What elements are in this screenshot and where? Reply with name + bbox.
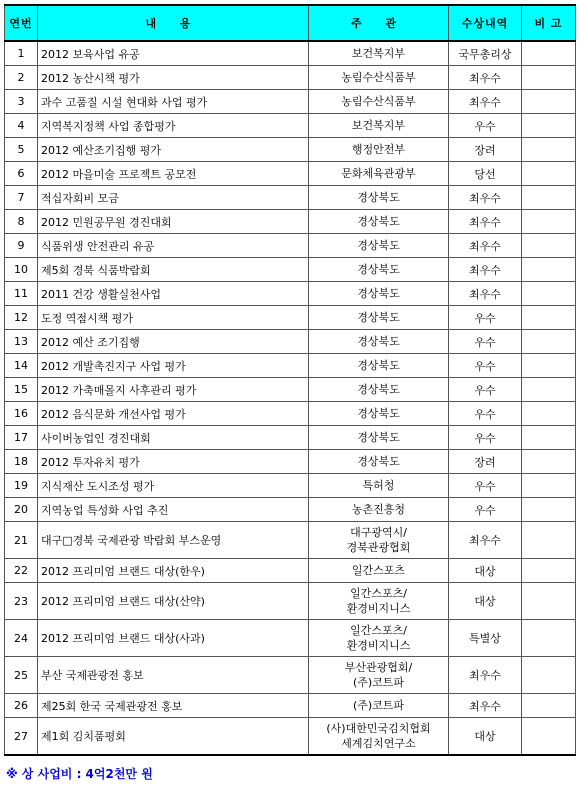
row-number: 4 bbox=[5, 114, 38, 138]
remark-cell bbox=[522, 354, 576, 378]
host-organization bbox=[309, 41, 449, 66]
award-result: 최우수 bbox=[449, 186, 522, 210]
table-row bbox=[5, 354, 576, 378]
award-result: 국무총리상 bbox=[449, 41, 522, 66]
table-row bbox=[5, 282, 576, 306]
remark-cell bbox=[522, 474, 576, 498]
table-row bbox=[5, 330, 576, 354]
host-line: 일간스포츠 bbox=[351, 564, 406, 577]
table-body bbox=[5, 41, 576, 755]
host-line: 경상북도 bbox=[357, 431, 400, 444]
host-line: 보건복지부 bbox=[351, 47, 406, 60]
award-result: 최우수 bbox=[449, 66, 522, 90]
host-line: 경북관광협회 bbox=[346, 541, 411, 554]
row-number: 13 bbox=[5, 330, 38, 354]
award-title: 대구□경북 국제관광 박람회 부스운영 bbox=[38, 522, 309, 559]
row-number: 22 bbox=[5, 559, 38, 583]
award-result: 최우수 bbox=[449, 522, 522, 559]
host-line: 경상북도 bbox=[357, 311, 400, 324]
host-organization bbox=[309, 162, 449, 186]
host-organization bbox=[309, 378, 449, 402]
row-number: 17 bbox=[5, 426, 38, 450]
host-organization bbox=[309, 559, 449, 583]
header-name: 내 용 bbox=[38, 5, 309, 41]
host-line: 일간스포츠/ bbox=[350, 624, 407, 637]
row-number: 8 bbox=[5, 210, 38, 234]
host-line: 경상북도 bbox=[357, 215, 400, 228]
remark-cell bbox=[522, 498, 576, 522]
remark-cell bbox=[522, 306, 576, 330]
host-organization bbox=[309, 186, 449, 210]
remark-cell bbox=[522, 234, 576, 258]
table-row bbox=[5, 559, 576, 583]
host-line: 경상북도 bbox=[357, 287, 400, 300]
host-organization bbox=[309, 90, 449, 114]
host-organization bbox=[309, 718, 449, 756]
award-result: 우수 bbox=[449, 378, 522, 402]
remark-cell bbox=[522, 66, 576, 90]
table-row bbox=[5, 378, 576, 402]
table-row bbox=[5, 90, 576, 114]
remark-cell bbox=[522, 90, 576, 114]
table-row bbox=[5, 657, 576, 694]
award-title: 지역농업 특성화 사업 추진 bbox=[38, 498, 309, 522]
host-line: 특허청 bbox=[362, 479, 395, 492]
host-line: 보건복지부 bbox=[351, 119, 406, 132]
header-no: 연번 bbox=[5, 5, 38, 41]
award-title: 2012 예산조기집행 평가 bbox=[38, 138, 309, 162]
remark-cell bbox=[522, 138, 576, 162]
host-line: 경상북도 bbox=[357, 407, 400, 420]
table-row bbox=[5, 234, 576, 258]
award-result: 우수 bbox=[449, 498, 522, 522]
award-title: 2012 민원공무원 경진대회 bbox=[38, 210, 309, 234]
award-title: 지역복지정책 사업 종합평가 bbox=[38, 114, 309, 138]
header-award: 수상내역 bbox=[449, 5, 522, 41]
row-number: 11 bbox=[5, 282, 38, 306]
host-organization bbox=[309, 282, 449, 306]
row-number: 6 bbox=[5, 162, 38, 186]
table-row bbox=[5, 718, 576, 756]
remark-cell bbox=[522, 718, 576, 756]
row-number: 12 bbox=[5, 306, 38, 330]
table-row bbox=[5, 474, 576, 498]
remark-cell bbox=[522, 426, 576, 450]
budget-note: ※ 상 사업비 : 4억2천만 원 bbox=[6, 767, 153, 781]
host-line: 경상북도 bbox=[357, 239, 400, 252]
host-organization bbox=[309, 498, 449, 522]
host-organization bbox=[309, 694, 449, 718]
award-result: 대상 bbox=[449, 718, 522, 756]
host-line: (주)코트파 bbox=[352, 676, 405, 689]
host-line: (사)대한민국김치협회 bbox=[326, 722, 431, 735]
award-title: 2012 농산시책 평가 bbox=[38, 66, 309, 90]
remark-cell bbox=[522, 450, 576, 474]
award-result: 최우수 bbox=[449, 210, 522, 234]
award-result: 최우수 bbox=[449, 258, 522, 282]
row-number: 21 bbox=[5, 522, 38, 559]
award-title: 제5회 경북 식품박람회 bbox=[38, 258, 309, 282]
award-title: 2012 프리미엄 브랜드 대상(한우) bbox=[38, 559, 309, 583]
row-number: 20 bbox=[5, 498, 38, 522]
award-result: 우수 bbox=[449, 306, 522, 330]
remark-cell bbox=[522, 378, 576, 402]
award-title: 2012 프리미엄 브랜드 대상(산약) bbox=[38, 583, 309, 620]
award-result: 우수 bbox=[449, 402, 522, 426]
remark-cell bbox=[522, 694, 576, 718]
table-row bbox=[5, 162, 576, 186]
host-organization bbox=[309, 426, 449, 450]
award-result: 우수 bbox=[449, 354, 522, 378]
row-number: 18 bbox=[5, 450, 38, 474]
table-row bbox=[5, 694, 576, 718]
header-remark: 비 고 bbox=[522, 5, 576, 41]
table-row bbox=[5, 306, 576, 330]
table-row bbox=[5, 186, 576, 210]
table-row bbox=[5, 522, 576, 559]
row-number: 23 bbox=[5, 583, 38, 620]
row-number: 27 bbox=[5, 718, 38, 756]
award-result: 최우수 bbox=[449, 694, 522, 718]
row-number: 26 bbox=[5, 694, 38, 718]
host-organization bbox=[309, 657, 449, 694]
host-organization bbox=[309, 234, 449, 258]
remark-cell bbox=[522, 258, 576, 282]
row-number: 1 bbox=[5, 41, 38, 66]
table-row bbox=[5, 620, 576, 657]
award-title: 2012 개발촉진지구 사업 평가 bbox=[38, 354, 309, 378]
host-line: 경상북도 bbox=[357, 191, 400, 204]
host-organization bbox=[309, 522, 449, 559]
remark-cell bbox=[522, 114, 576, 138]
host-line: 행정안전부 bbox=[351, 143, 406, 156]
host-organization bbox=[309, 210, 449, 234]
award-title: 도정 역점시책 평가 bbox=[38, 306, 309, 330]
host-organization bbox=[309, 258, 449, 282]
remark-cell bbox=[522, 41, 576, 66]
host-line: 농림수산식품부 bbox=[341, 71, 416, 84]
table-row bbox=[5, 138, 576, 162]
award-result: 장려 bbox=[449, 450, 522, 474]
award-title: 2012 보육사업 유공 bbox=[38, 41, 309, 66]
remark-cell bbox=[522, 162, 576, 186]
award-title: 부산 국제관광전 홍보 bbox=[38, 657, 309, 694]
award-result: 특별상 bbox=[449, 620, 522, 657]
host-line: 문화체육관광부 bbox=[341, 167, 416, 180]
award-result: 우수 bbox=[449, 426, 522, 450]
award-result: 최우수 bbox=[449, 90, 522, 114]
host-organization bbox=[309, 354, 449, 378]
row-number: 14 bbox=[5, 354, 38, 378]
host-line: 일간스포츠/ bbox=[350, 587, 407, 600]
row-number: 19 bbox=[5, 474, 38, 498]
award-result: 최우수 bbox=[449, 234, 522, 258]
award-title: 식품위생 안전관리 유공 bbox=[38, 234, 309, 258]
host-line: 경상북도 bbox=[357, 383, 400, 396]
award-title: 사이버농업인 경진대회 bbox=[38, 426, 309, 450]
table-row bbox=[5, 402, 576, 426]
award-title: 2012 투자유치 평가 bbox=[38, 450, 309, 474]
row-number: 5 bbox=[5, 138, 38, 162]
host-organization bbox=[309, 330, 449, 354]
table-row bbox=[5, 498, 576, 522]
host-line: 경상북도 bbox=[357, 335, 400, 348]
table-header-row bbox=[5, 5, 576, 41]
table-row bbox=[5, 426, 576, 450]
host-line: 세계김치연구소 bbox=[341, 737, 416, 750]
row-number: 15 bbox=[5, 378, 38, 402]
host-line: 부산관광협회/ bbox=[344, 661, 413, 674]
award-title: 제25회 한국 국제관광전 홍보 bbox=[38, 694, 309, 718]
award-result: 우수 bbox=[449, 474, 522, 498]
remark-cell bbox=[522, 330, 576, 354]
remark-cell bbox=[522, 559, 576, 583]
host-line: 경상북도 bbox=[357, 263, 400, 276]
host-organization bbox=[309, 474, 449, 498]
award-title: 2011 건강 생활실천사업 bbox=[38, 282, 309, 306]
header-host: 주 관 bbox=[309, 5, 449, 41]
host-organization bbox=[309, 114, 449, 138]
host-line: 경상북도 bbox=[357, 359, 400, 372]
remark-cell bbox=[522, 620, 576, 657]
table-row bbox=[5, 450, 576, 474]
host-organization bbox=[309, 583, 449, 620]
remark-cell bbox=[522, 657, 576, 694]
remark-cell bbox=[522, 522, 576, 559]
host-organization bbox=[309, 450, 449, 474]
host-organization bbox=[309, 402, 449, 426]
award-title: 제1회 김치품평회 bbox=[38, 718, 309, 756]
award-result: 최우수 bbox=[449, 282, 522, 306]
award-title: 2012 가축매몰지 사후관리 평가 bbox=[38, 378, 309, 402]
award-result: 대상 bbox=[449, 559, 522, 583]
row-number: 25 bbox=[5, 657, 38, 694]
host-organization bbox=[309, 620, 449, 657]
award-title: 2012 예산 조기집행 bbox=[38, 330, 309, 354]
award-result: 우수 bbox=[449, 330, 522, 354]
row-number: 3 bbox=[5, 90, 38, 114]
table-row bbox=[5, 210, 576, 234]
host-organization bbox=[309, 138, 449, 162]
row-number: 24 bbox=[5, 620, 38, 657]
table-row bbox=[5, 66, 576, 90]
table-row bbox=[5, 258, 576, 282]
award-title: 2012 프리미엄 브랜드 대상(사과) bbox=[38, 620, 309, 657]
table-row bbox=[5, 114, 576, 138]
remark-cell bbox=[522, 583, 576, 620]
host-line: (주)코트파 bbox=[352, 699, 405, 712]
row-number: 7 bbox=[5, 186, 38, 210]
award-title: 적십자회비 모금 bbox=[38, 186, 309, 210]
host-line: 환경비지니스 bbox=[346, 639, 411, 652]
host-line: 농림수산식품부 bbox=[341, 95, 416, 108]
award-title: 과수 고품질 시설 현대화 사업 평가 bbox=[38, 90, 309, 114]
row-number: 2 bbox=[5, 66, 38, 90]
host-line: 환경비지니스 bbox=[346, 602, 411, 615]
award-result: 당선 bbox=[449, 162, 522, 186]
award-result: 우수 bbox=[449, 114, 522, 138]
award-result: 대상 bbox=[449, 583, 522, 620]
remark-cell bbox=[522, 282, 576, 306]
host-line: 농촌진흥청 bbox=[351, 503, 406, 516]
award-title: 지식재산 도시조성 평가 bbox=[38, 474, 309, 498]
award-result: 최우수 bbox=[449, 657, 522, 694]
table-row bbox=[5, 583, 576, 620]
table-row bbox=[5, 41, 576, 66]
host-organization bbox=[309, 306, 449, 330]
host-line: 경상북도 bbox=[357, 455, 400, 468]
remark-cell bbox=[522, 186, 576, 210]
award-result: 장려 bbox=[449, 138, 522, 162]
award-title: 2012 마을미술 프로젝트 공모전 bbox=[38, 162, 309, 186]
host-line: 대구광역시/ bbox=[350, 526, 407, 539]
awards-table bbox=[4, 4, 576, 756]
host-organization bbox=[309, 66, 449, 90]
row-number: 9 bbox=[5, 234, 38, 258]
row-number: 16 bbox=[5, 402, 38, 426]
row-number: 10 bbox=[5, 258, 38, 282]
remark-cell bbox=[522, 210, 576, 234]
remark-cell bbox=[522, 402, 576, 426]
award-title: 2012 음식문화 개선사업 평가 bbox=[38, 402, 309, 426]
